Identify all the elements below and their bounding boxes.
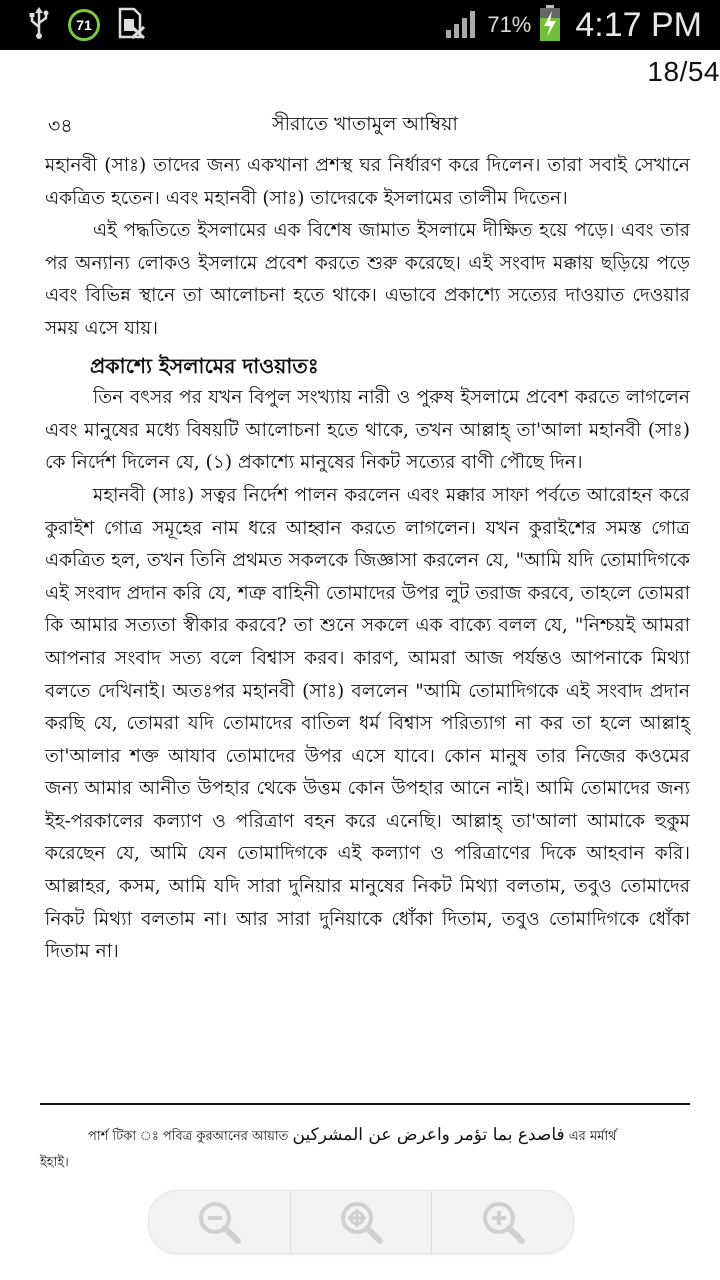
footnote-prefix: পার্শ টিকা ঃ পবিত্র কুরআনের আয়াত [88, 1129, 289, 1144]
running-title: সীরাতে খাতামুল আম্বিয়া [272, 113, 458, 135]
paragraph: মহানবী (সাঃ) তাদের জন্য একখানা প্রশস্থ ঘর নির্ধারণ করে দিলেন। তারা সবাই সেখানে একত্রিত হতেন। এবং মহানবী (সাঃ) তাদেরকে ইসলামের তালীম দিতেন। [45, 155, 690, 209]
badge-71-icon: 71 [68, 9, 100, 41]
notification-icons [28, 6, 146, 44]
zoom-out-button[interactable] [149, 1191, 291, 1253]
paragraph: তিন বৎসর পর যখন বিপুল সংখ্যায় নারী ও পুরুষ ইসলামে প্রবেশ করতে লাগলেন এবং মানুষের মধ্যে বিষয়টি আলোচনা হতে থাকে, তখন আল্লাহ্ তা'আলা মহানবী (সাঃ) কে নির্দেশ দিলেন যে, (১) প্রকাশ্যে মানুষের নিকট সত্যের বাণী পৌছে দিন। [45, 387, 690, 474]
zoom-in-button[interactable] [432, 1191, 573, 1253]
paragraph: এই পদ্ধতিতে ইসলামের এক বিশেষ জামাত ইসলামে দীক্ষিত হয়ে পড়ে। এবং তার পর অন্যান্য লোকও ইসলামে প্রবেশ করতে শুরু করেছে। এই সংবাদ মক্কায় ছড়িয়ে পড়ে এবং বিভিন্ন স্থানে তা আলোচনা হতে থাকে। এভাবে প্রকাশ্যে সত্যের দাওয়াত দেওয়ার সময় এসে যায়। [45, 220, 690, 339]
page-counter: 18/54 [647, 56, 720, 87]
footnote-suffix: এর মর্মার্থ [568, 1129, 617, 1144]
footnote-line: ইহাই। [40, 1155, 69, 1170]
status-bar [0, 0, 720, 50]
zoom-fit-button[interactable] [291, 1191, 433, 1253]
zoom-fit-icon [338, 1199, 384, 1245]
usb-icon [28, 7, 50, 43]
page-body [45, 150, 690, 969]
battery-charging-icon [539, 5, 561, 45]
document-page[interactable] [0, 98, 720, 1190]
no-sim-icon [118, 7, 146, 43]
clock: 4:17 PM [575, 5, 702, 44]
footnote-arabic: فاصدع بما تؤمر واعرض عن المشركين [292, 1125, 565, 1145]
zoom-out-icon [196, 1199, 242, 1245]
zoom-in-icon [480, 1199, 526, 1245]
zoom-controls [148, 1190, 574, 1254]
system-indicators [445, 0, 702, 50]
footnote-divider [40, 1103, 690, 1105]
battery-percent: 71% [487, 12, 532, 37]
footnote [40, 1122, 690, 1176]
page-number: ৩৪ [48, 115, 73, 137]
paragraph: মহানবী (সাঃ) সত্বর নির্দেশ পালন করলেন এবং মক্কার সাফা পর্বতে আরোহন করে কুরাইশ গোত্র সমূহের নাম ধরে আহ্বান করতে লাগলেন। যখন কুরাইশের সমস্ত গোত্র একত্রিত হল, তখন তিনি প্রথমত সকলকে জিজ্ঞাসা করলেন যে, "আমি যদি তোমাদিগকে এই সংবাদ প্রদান করি যে, শত্রু বাহিনী তোমাদের উপর লুট তরাজ করবে, তাহলে তোমরা কি আমার সত্যতা স্বীকার করবে? তা শুনে সকলে এক বাক্যে বলল যে, "নিশ্চয়ই আমরা আপনার সংবাদ সত্য বলে বিশ্বাস করব। কারণ, আমরা আজ পর্যন্তও আপনাকে মিথ্যা বলতে দেখিনাই। অতঃপর মহানবী (সাঃ) বললেন "আমি তোমাদিগকে এই সংবাদ প্রদান করছি যে, তোমরা যদি তোমাদের বাতিল ধর্ম বিশ্বাস পরিত্যাগ না কর তা হলে আল্লাহ্ তা'আলার শক্ত আযাব তোমাদের উপর এসে যাবে। কোন মানুষ তার নিজের কওমের জন্য আমার আনীত উপহার থেকে উত্তম কোন উপহার আনে নাই। আমি তোমাদের জন্য ইহ-পরকালের কল্যাণ ও পরিত্রাণ বহন করে এনেছি। আল্লাহ্ তা'আলা আমাকে হুকুম করেছেন যে, আমি যেন তোমাদিগকে এই কল্যাণ ও পরিত্রাণের দিকে আহবান করি। আল্লাহর, কসম, আমি যদি সারা দুনিয়ার মানুষের নিকট মিথ্যা বলতাম, তবুও তোমাদের নিকট মিথ্যা বলতাম না। আর সারা দুনিয়াকে ধোঁকা দিতাম, তবুও তোমাদিগকে ধোঁকা দিতাম না। [45, 484, 690, 963]
page-header [0, 106, 720, 142]
section-heading: প্রকাশ্যে ইসলামের দাওয়াতঃ [90, 353, 319, 378]
signal-icon [445, 8, 479, 42]
